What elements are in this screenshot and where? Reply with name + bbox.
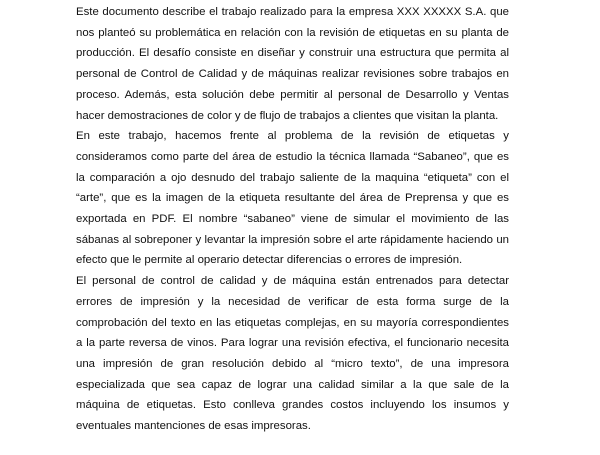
paragraph-quality-control: El personal de control de calidad y de máquina están entrenados para detectar errores de impresión y la necesidad de verificar de esta forma surge de la comprobación del texto en las etiquetas complejas, en su mayoría correspondientes a la parte reversa de vinos. Para lograr una revisión efectiva, el funcionario necesita una impresión de gran resolución debido al “micro texto”, de una impresora especializada que sea capaz de lograr una calidad similar a la que sale de la máquina de etiquetas. Esto conlleva grandes costos incluyendo los insumos y eventuales mantenciones de esas impresoras. — [76, 275, 509, 433]
paragraph-intro: Este documento describe el trabajo realizado para la empresa XXX XXXXX S.A. que nos planteó su problemática en relación con la revisión de etiquetas en su planta de producción. El desafío consiste en diseñar y construir una estructura que permita al personal de Control de Calidad y de máquinas realizar revisiones sobre trabajos en proceso. Además, esta solución debe permitir al personal de Desarrollo y Ventas hacer demostraciones de color y de flujo de trabajos a clientes que visitan la planta. — [76, 6, 509, 122]
document-body — [76, 2, 509, 437]
paragraph-sabaneo: En este trabajo, hacemos frente al problema de la revisión de etiquetas y consideramos como parte del área de estudio la técnica llamada “Sabaneo”, que es la comparación a ojo desnudo del trabajo saliente de la maquina “etiqueta” con el “arte”, que es la imagen de la etiqueta resultante del área de Preprensa y que es exportada en PDF. El nombre “sabaneo” viene de simular el movimiento de las sábanas al sobreponer y levantar la impresión sobre el arte rápidamente haciendo un efecto que le permite al operario detectar diferencias o errores de impresión. — [76, 130, 509, 267]
